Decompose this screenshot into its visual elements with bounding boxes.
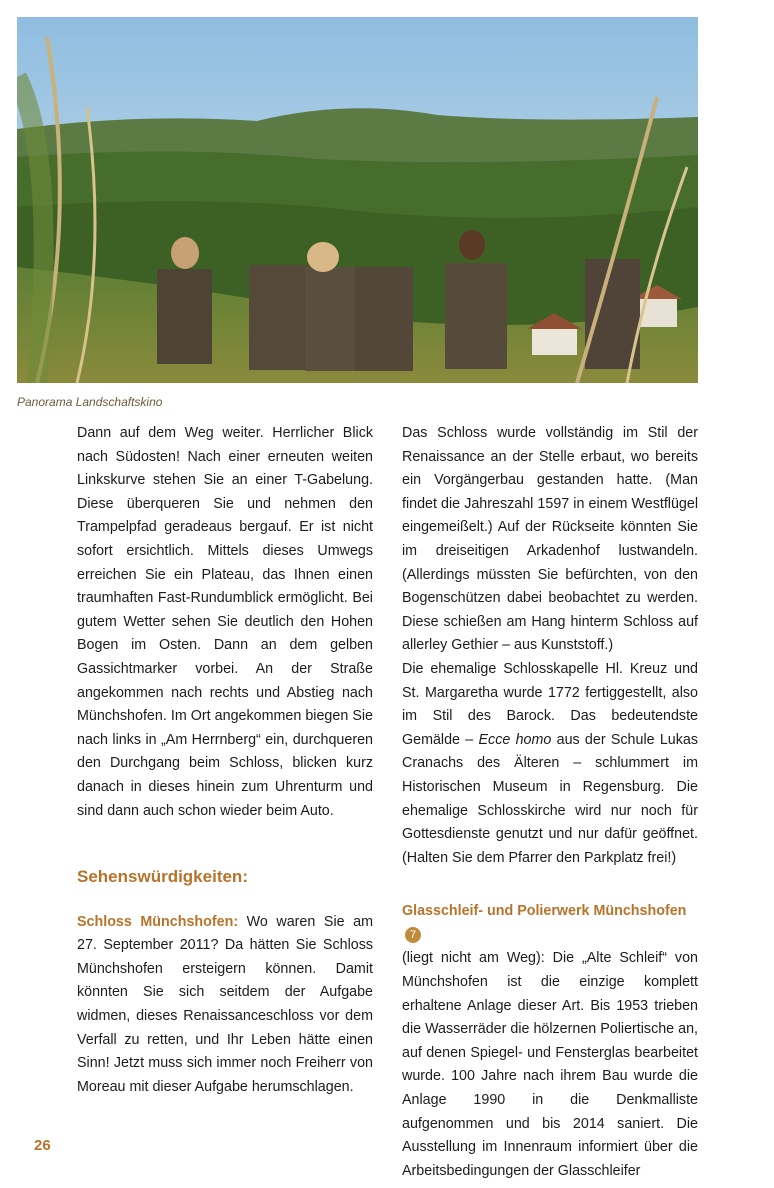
schloss-text: Wo waren Sie am 27. September 2011? Da hätten Sie Schloss Münchshofen ersteigern können. Damit könnten Sie sich seitdem der Aufgabe widmen, dieses Renaissanceschloss vor dem Verfall zu retten, und Ihr Leben hätte einen Sinn! Jetzt muss sich immer noch Freiherr von Moreau mit dieser Aufgabe herumschlagen. <box>77 913 373 1095</box>
glasschleif-paragraph: (liegt nicht am Weg): Die „Alte Schleif“ von Münchshofen ist die einzige komplett erhaltene Anlage dieser Art. Bis 1953 trieben die Wasserräder die hölzernen Poliertische an, auf denen Spiegel- und Fensterglas bearbeitet wurde. 100 Jahre nach ihrem Bau wurde die Anlage 1990 in die Denkmalliste aufgenommen und bis 2014 saniert. Die Ausstellung im Innenraum informiert über die Arbeitsbedingungen der Glasschleifer <box>402 950 698 1179</box>
kapelle-text-b: aus der Schule Lukas Cranachs des Älteren – schlummert im Historischen Museum in Regensburg. Die ehemalige Schlosskirche wird nur noch für Gottesdienste genutzt und nur dafür geöffnet. (Halten Sie dem Pfarrer den Parkplatz frei!) <box>402 731 698 866</box>
kapelle-emphasis: Ecce homo <box>478 731 552 748</box>
number-badge: 7 <box>405 927 421 943</box>
page-number: 26 <box>34 1137 51 1154</box>
landscape-illustration <box>17 17 698 383</box>
kapelle-paragraph <box>402 658 698 870</box>
landscape-photo <box>17 17 698 383</box>
section-heading: Sehenswürdigkeiten: <box>77 867 248 887</box>
renaissance-paragraph: Das Schloss wurde vollständig im Stil der Renaissance an der Stelle erbaut, wo bereits ein Vorgängerbau gestanden hatte. (Man findet die Jahreszahl 1597 in einem Westflügel eingemeißelt.) Auf der Rückseite könnten Sie im dreiseitigen Arkadenhof lustwandeln. (Allerdings müssten Sie befürchten, von den Bogenschützen dabei beobachtet zu werden. Diese schießen am Hang hinterm Schloss auf allerley Gethier – aus Kunststoff.) <box>402 425 698 654</box>
left-column <box>77 422 373 1099</box>
schloss-paragraph <box>77 911 373 1100</box>
glasschleif-label: Glasschleif- und Polierwerk Münchshofen <box>402 903 687 920</box>
glasschleif-heading <box>402 900 698 947</box>
schloss-label: Schloss Münchshofen: <box>77 913 239 930</box>
photo-caption: Panorama Landschaftskino <box>17 395 163 409</box>
right-column <box>402 422 698 1183</box>
route-paragraph: Dann auf dem Weg weiter. Herrlicher Blick nach Südosten! Nach einer erneuten weiten Linkskurve stehen Sie an einer T-Gabelung. Diese überqueren Sie und nehmen den Trampelpfad geradeaus bergauf. Er ist nicht sofort ersichtlich. Mittels dieses Umwegs erreichen Sie ein Plateau, das Ihnen einen traumhaften Fast-Rundumblick ermöglicht. Bei gutem Wetter sehen Sie deutlich den Hohen Bogen im Osten. Dann an dem gelben Gassichtmarker vorbei. An der Straße angekommen nach rechts und Abstieg nach Münchshofen. Im Ort angekommen biegen Sie nach links in „Am Herrnberg“ ein, durchqueren den Durchgang beim Schloss, blicken kurz danach in dieses hinein zum Uhrenturm und sind dann auch schon wieder beim Auto. <box>77 425 373 819</box>
kapelle-text-a: Die ehemalige Schlosskapelle Hl. Kreuz und St. Margaretha wurde 1772 fertiggestellt, also im Stil des Barock. Das bedeutendste Gemälde – <box>402 660 698 748</box>
